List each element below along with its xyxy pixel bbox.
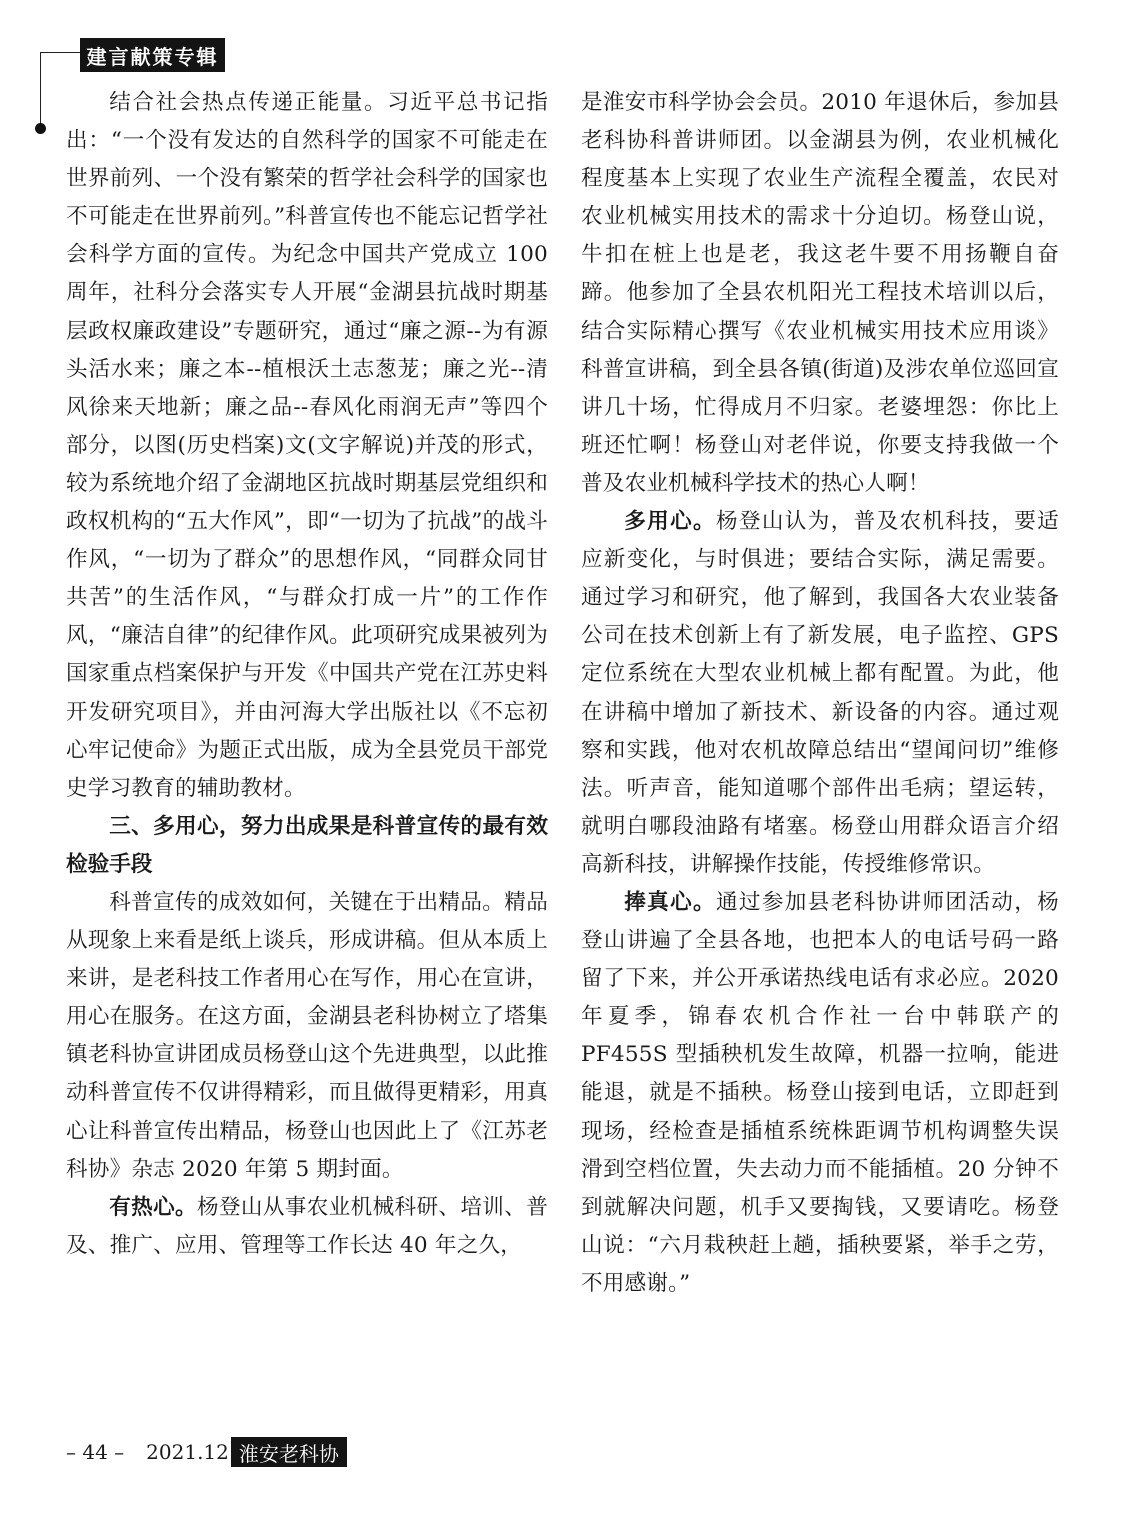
header-bullet-dot bbox=[35, 123, 46, 134]
section-heading-three: 三、多用心，努力出成果是科普宣传的最有效检验手段 bbox=[66, 813, 548, 877]
lead-enthusiasm: 有热心。 bbox=[109, 1194, 197, 1220]
paragraph-true-heart bbox=[581, 884, 1059, 1303]
page-number: – 44 – bbox=[66, 1440, 125, 1464]
paragraph-continuation: 是淮安市科学协会会员。2010 年退休后，参加县老科协科普讲师团。以金湖县为例，农业机械化程度基本上实现了农业生产流程全覆盖，农民对农业机械实用技术的需求十分迫切。杨登山说，牛扣在桩上也是老，我这老牛要不用扬鞭自奋蹄。他参加了全县农机阳光工程技术培训以后，结合实际精心撰写《农业机械实用技术应用谈》科普宣讲稿，到全县各镇(街道)及涉农单位巡回宣讲几十场，忙得成月不归家。老婆埋怨：你比上班还忙啊！杨登山对老伴说，你要支持我做一个普及农业机械科学技术的热心人啊！ bbox=[581, 90, 1059, 496]
magazine-name: 淮安老科协 bbox=[231, 1437, 347, 1467]
lead-more-care: 多用心。 bbox=[624, 509, 716, 535]
section-label: 建言献策专辑 bbox=[80, 38, 225, 72]
issue-date: 2021.12 bbox=[146, 1440, 229, 1464]
left-column bbox=[66, 84, 548, 1265]
lead-true-heart: 捧真心。 bbox=[624, 889, 716, 915]
body-true-heart: 通过参加县老科协讲师团活动，杨登山讲遍了全县各地，也把本人的电话号码一路留了下来，并公开承诺热线电话有求必应。2020 年夏季，锦春农机合作社一台中韩联产的 PF455S 型插秧机发生故障，机器一拉响，能进能退，就是不插秧。杨登山接到电话，立即赶到现场，经检查是插植系统株距调节机构调整失误滑到空档位置，失去动力而不能插植。20 分钟不到就解决问题，机手又要掏钱，又要请吃。杨登山说：“六月栽秧赶上趟，插秧要紧，举手之劳，不用感谢。” bbox=[581, 889, 1059, 1296]
paragraph-more-care bbox=[581, 503, 1059, 884]
paragraph-results: 科普宣传的成效如何，关键在于出精品。精品从现象上来看是纸上谈兵，形成讲稿。但从本质上来讲，是老科技工作者用心在写作，用心在宣讲，用心在服务。在这方面，金湖县老科协树立了塔集镇老科协宣讲团成员杨登山这个先进典型，以此推动科普宣传不仅讲得精彩，而且做得更精彩，用真心让科普宣传出精品，杨登山也因此上了《江苏老科协》杂志 2020 年第 5 期封面。 bbox=[66, 889, 548, 1182]
page-footer bbox=[66, 1435, 347, 1469]
header-rule-horizontal bbox=[40, 52, 80, 53]
paragraph-enthusiasm bbox=[66, 1189, 548, 1265]
paragraph-social-hotspot: 结合社会热点传递正能量。习近平总书记指出：“一个没有发达的自然科学的国家不可能走在世界前列、一个没有繁荣的哲学社会科学的国家也不可能走在世界前列。”科普宣传也不能忘记哲学社会科学方面的宣传。为纪念中国共产党成立 100 周年，社科分会落实专人开展“金湖县抗战时期基层政权廉政建设”专题研究，通过“廉之源--为有源头活水来；廉之本--植根沃土志葱茏；廉之光--清风徐来天地新；廉之品--春风化雨润无声”等四个部分，以图(历史档案)文(文字解说)并茂的形式，较为系统地介绍了金湖地区抗战时期基层党组织和政权机构的“五大作风”，即“一切为了抗战”的战斗作风，“一切为了群众”的思想作风，“同群众同甘共苦”的生活作风，“与群众打成一片”的工作作风，“廉洁自律”的纪律作风。此项研究成果被列为国家重点档案保护与开发《中国共产党在江苏史料开发研究项目》，并由河海大学出版社以《不忘初心牢记使命》为题正式出版，成为全县党员干部党史学习教育的辅助教材。 bbox=[66, 90, 548, 801]
right-column bbox=[581, 84, 1059, 1303]
body-enthusiasm: 杨登山从事农业机械科研、培训、普及、推广、应用、管理等工作长达 40 年之久， bbox=[66, 1194, 548, 1258]
header-rule-vertical bbox=[40, 52, 41, 130]
body-more-care: 杨登山认为，普及农机科技，要适应新变化，与时俱进；要结合实际，满足需要。通过学习和研究，他了解到，我国各大农业装备公司在技术创新上有了新发展，电子监控、GPS 定位系统在大型农业机械上都有配置。为此，他在讲稿中增加了新技术、新设备的内容。通过观察和实践，他对农机故障总结出“望闻问切”维修法。听声音，能知道哪个部件出毛病；望运转，就明白哪段油路有堵塞。杨登山用群众语言介绍高新科技，讲解操作技能，传授维修常识。 bbox=[581, 509, 1059, 877]
